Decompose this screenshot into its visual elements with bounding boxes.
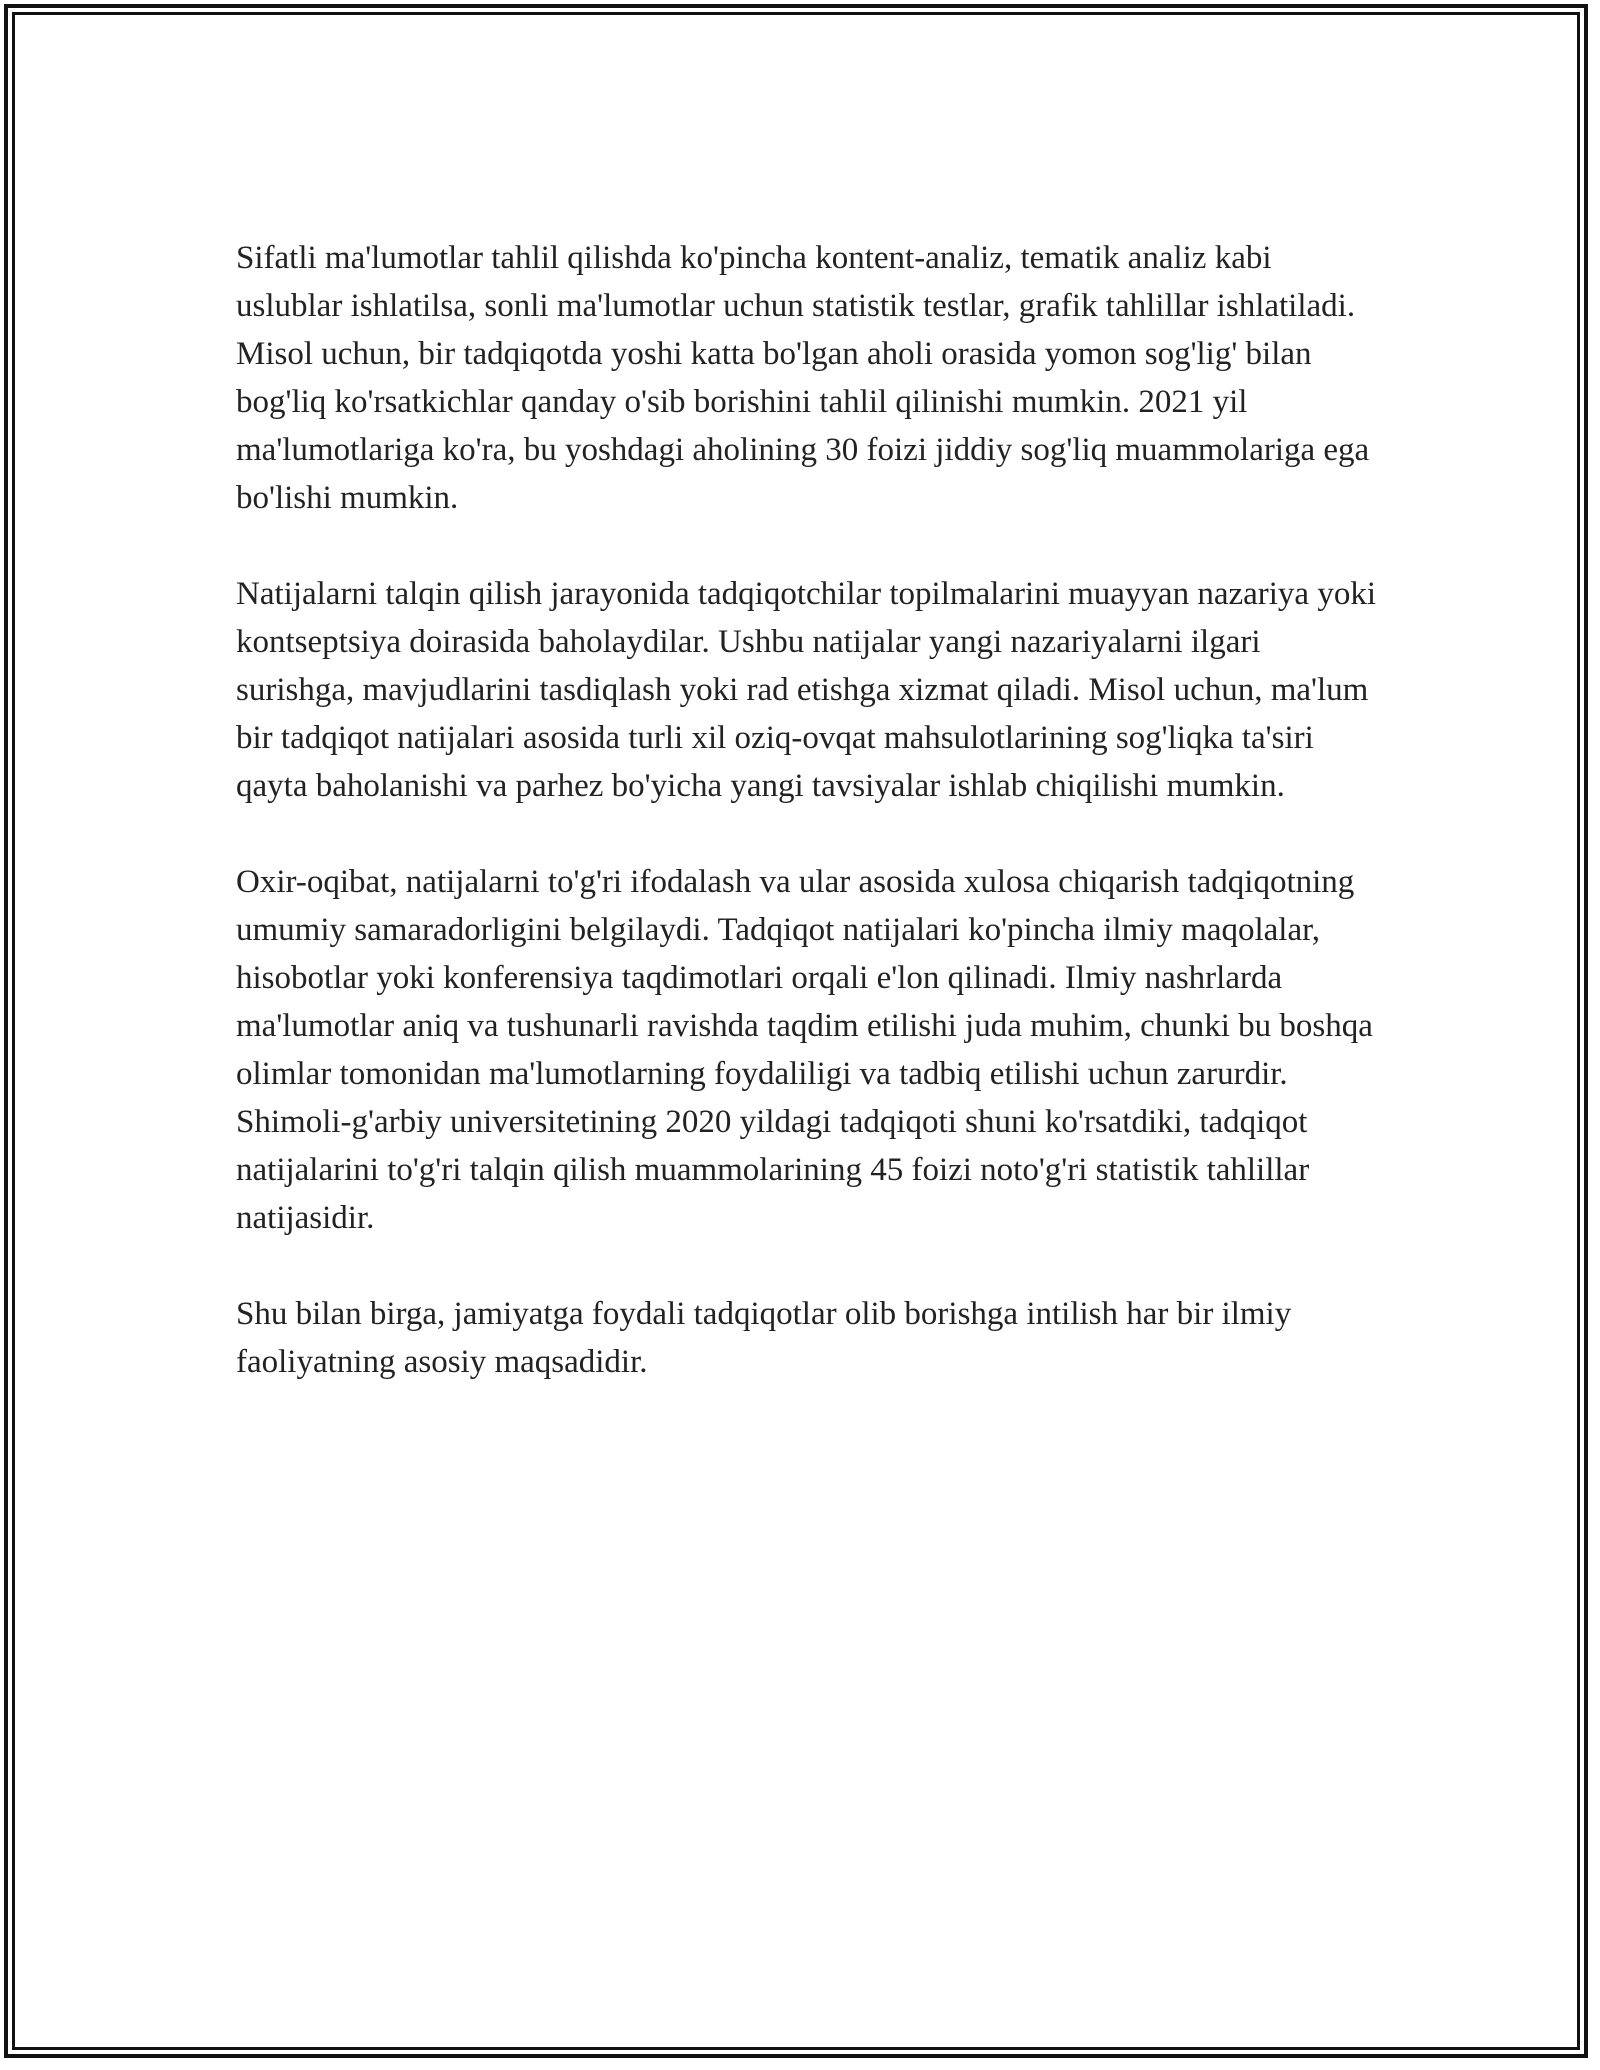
paragraph-3: Oxir-oqibat, natijalarni to'g'ri ifodalash va ular asosida xulosa chiqarish tadqiqotning umumiy samaradorligini belgilaydi. Tadqiqot natijalari ko'pincha ilmiy maqolalar, hisobotlar yoki konferensiya taqdimotlari orqali e'lon qilinadi. Ilmiy nashrlarda ma'lumotlar aniq va tushunarli ravishda taqdim etilishi juda muhim, chunki bu boshqa olimlar tomonidan ma'lumotlarning foydaliligi va tadbiq etilishi uchun zarurdir. Shimoli-g'arbiy universitetining 2020 yildagi tadqiqoti shuni ko'rsatdiki, tadqiqot natijalarini to'g'ri talqin qilish muammolarining 45 foizi noto'g'ri statistik tahlillar natijasidir. [236, 864, 1373, 1236]
paragraph-4: Shu bilan birga, jamiyatga foydali tadqiqotlar olib borishga intilish har bir ilmiy faoliyatning asosiy maqsadidir. [236, 1296, 1292, 1380]
document-body [236, 234, 1376, 1434]
paragraph-2: Natijalarni talqin qilish jarayonida tadqiqotchilar topilmalarini muayyan nazariya yoki kontseptsiya doirasida baholaydilar. Ushbu natijalar yangi nazariyalarni ilgari surishga, mavjudlarini tasdiqlash yoki rad etishga xizmat qiladi. Misol uchun, ma'lum bir tadqiqot natijalari asosida turli xil oziq-ovqat mahsulotlarining sog'liqka ta'siri qayta baholanishi va parhez bo'yicha yangi tavsiyalar ishlab chiqilishi mumkin. [236, 576, 1376, 804]
paragraph-1: Sifatli ma'lumotlar tahlil qilishda ko'pincha kontent-analiz, tematik analiz kabi uslublar ishlatilsa, sonli ma'lumotlar uchun statistik testlar, grafik tahlillar ishlatiladi. Misol uchun, bir tadqiqotda yoshi katta bo'lgan aholi orasida yomon sog'lig' bilan bog'liq ko'rsatkichlar qanday o'sib borishini tahlil qilinishi mumkin. 2021 yil ma'lumotlariga ko'ra, bu yoshdagi aholining 30 foizi jiddiy sog'liq muammolariga ega bo'lishi mumkin. [236, 240, 1370, 516]
